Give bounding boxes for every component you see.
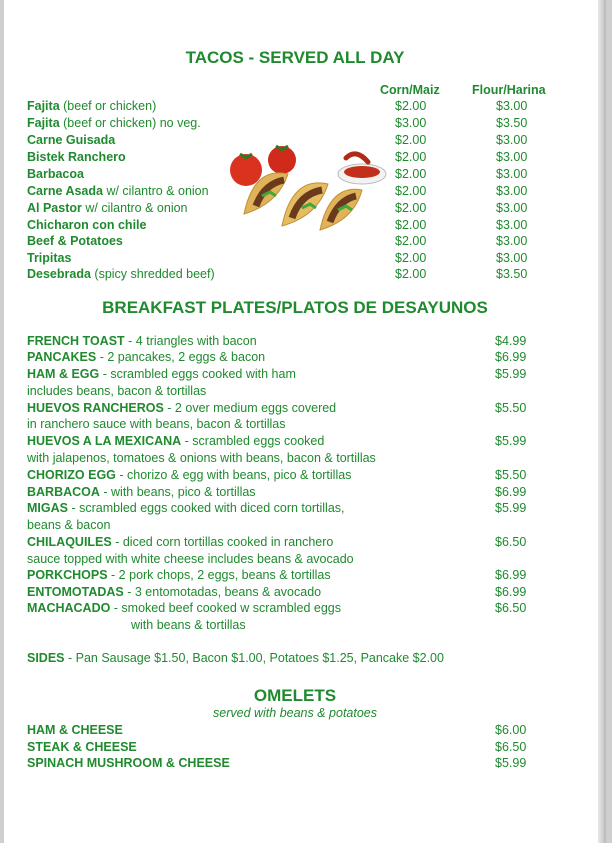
taco-item	[27, 132, 115, 148]
item-name: STEAK & CHEESE	[27, 740, 137, 754]
flour-price: $3.00	[496, 133, 528, 147]
omelet-item	[27, 739, 137, 755]
item-name: Chicharon con chile	[27, 218, 147, 232]
flour-price: $3.00	[496, 150, 528, 164]
item-name: CHILAQUILES	[27, 535, 112, 549]
item-price: $6.99	[495, 485, 527, 499]
item-name: Barbacoa	[27, 167, 84, 181]
taco-item	[27, 115, 201, 131]
breakfast-item	[27, 467, 351, 483]
tacos-heading: TACOS - SERVED ALL DAY	[185, 48, 405, 67]
item-price: $5.99	[495, 501, 527, 515]
item-desc: - with beans, pico & tortillas	[99, 485, 256, 499]
item-name: PORKCHOPS	[27, 568, 108, 582]
flour-price: $3.00	[496, 184, 528, 198]
item-name: MIGAS	[27, 501, 68, 515]
item-name: PANCAKES	[27, 350, 97, 364]
item-desc-cont: sauce topped with white cheese includes beans & avocado	[27, 552, 354, 566]
item-desc: - 2 pork chops, 2 eggs, beans & tortillas	[107, 568, 331, 582]
taco-item	[27, 200, 188, 216]
breakfast-item	[27, 433, 324, 449]
item-price: $6.00	[495, 723, 527, 737]
item-name: Bistek Ranchero	[27, 150, 126, 164]
item-price: $5.99	[495, 367, 527, 381]
breakfast-item	[27, 584, 321, 600]
corn-price: $3.00	[395, 116, 427, 130]
omelets-heading: OMELETS	[253, 686, 337, 705]
item-price: $6.99	[495, 585, 527, 599]
omelet-item	[27, 722, 123, 738]
sides-line	[27, 651, 444, 665]
item-price: $5.99	[495, 434, 527, 448]
taco-item	[27, 266, 215, 282]
item-name: HUEVOS RANCHEROS	[27, 401, 164, 415]
corn-price: $2.00	[395, 251, 427, 265]
flour-price: $3.50	[496, 116, 528, 130]
corn-price: $2.00	[395, 150, 427, 164]
item-price: $6.50	[495, 535, 527, 549]
item-desc-cont: beans & bacon	[27, 518, 111, 532]
flour-price: $3.00	[496, 99, 528, 113]
item-price: $5.50	[495, 401, 527, 415]
item-desc: (beef or chicken) no veg.	[59, 116, 201, 130]
item-desc-cont: in ranchero sauce with beans, bacon & tortillas	[27, 417, 286, 431]
taco-item	[27, 217, 146, 233]
breakfast-item	[27, 600, 341, 616]
item-price: $6.50	[495, 601, 527, 615]
item-desc-cont: with jalapenos, tomatoes & onions with beans, bacon & tortillas	[27, 451, 376, 465]
item-desc: w/ cilantro & onion	[81, 201, 188, 215]
taco-item	[27, 98, 156, 114]
flour-price: $3.00	[496, 167, 528, 181]
corn-price: $2.00	[395, 201, 427, 215]
item-desc-cont: includes beans, bacon & tortillas	[27, 384, 207, 398]
item-name: Desebrada	[27, 267, 91, 281]
taco-shells	[244, 173, 362, 230]
item-price: $4.99	[495, 334, 527, 348]
item-name: BARBACOA	[27, 485, 100, 499]
breakfast-item	[27, 333, 257, 349]
corn-price: $2.00	[395, 99, 427, 113]
flour-price: $3.00	[496, 251, 528, 265]
taco-item	[27, 233, 123, 249]
item-price: $5.99	[495, 756, 527, 770]
sides-text: - Pan Sausage $1.50, Bacon $1.00, Potatoes $1.25, Pancake $2.00	[64, 651, 444, 665]
breakfast-item	[27, 349, 265, 365]
corn-price: $2.00	[395, 218, 427, 232]
item-name: Fajita	[27, 99, 60, 113]
scan-edge	[598, 0, 604, 843]
omelets-subtitle: served with beans & potatoes	[213, 706, 377, 720]
item-name: SPINACH MUSHROOM & CHEESE	[27, 756, 230, 770]
flour-column-header: Flour/Harina	[472, 83, 546, 97]
item-price: $6.99	[495, 350, 527, 364]
item-desc: - scrambled eggs cooked with ham	[99, 367, 296, 381]
flour-price: $3.00	[496, 234, 528, 248]
item-name: Fajita	[27, 116, 60, 130]
item-name: HUEVOS A LA MEXICANA	[27, 434, 182, 448]
item-desc: w/ cilantro & onion	[102, 184, 209, 198]
item-name: Carne Guisada	[27, 133, 116, 147]
item-name: Al Pastor	[27, 201, 82, 215]
item-name: FRENCH TOAST	[27, 334, 125, 348]
breakfast-item	[27, 500, 345, 516]
taco-item	[27, 183, 209, 199]
breakfast-item	[27, 484, 256, 500]
item-desc: (spicy shredded beef)	[90, 267, 215, 281]
item-name: Carne Asada	[27, 184, 103, 198]
corn-column-header: Corn/Maiz	[380, 83, 440, 97]
item-name: ENTOMOTADAS	[27, 585, 124, 599]
tacos-salsa-illustration	[226, 144, 392, 234]
omelet-item	[27, 755, 230, 771]
item-desc: - smoked beef cooked w scrambled eggs	[110, 601, 341, 615]
item-desc: - 4 triangles with bacon	[124, 334, 257, 348]
item-desc: - 3 entomotadas, beans & avocado	[123, 585, 322, 599]
taco-item	[27, 149, 126, 165]
breakfast-item	[27, 366, 296, 382]
breakfast-item	[27, 400, 336, 416]
corn-price: $2.00	[395, 133, 427, 147]
sides-label: SIDES	[27, 651, 65, 665]
breakfast-heading: BREAKFAST PLATES/PLATOS DE DESAYUNOS	[102, 298, 488, 317]
item-name: MACHACADO	[27, 601, 111, 615]
flour-price: $3.00	[496, 201, 528, 215]
item-name: Tripitas	[27, 251, 72, 265]
item-name: CHORIZO EGG	[27, 468, 116, 482]
item-name: HAM & CHEESE	[27, 723, 123, 737]
item-desc: - scrambled eggs cooked	[181, 434, 325, 448]
corn-price: $2.00	[395, 267, 427, 281]
item-desc: - chorizo & egg with beans, pico & tortillas	[115, 468, 352, 482]
taco-item	[27, 166, 84, 182]
item-price: $6.50	[495, 740, 527, 754]
item-desc: - 2 pancakes, 2 eggs & bacon	[96, 350, 266, 364]
flour-price: $3.00	[496, 218, 528, 232]
item-name: HAM & EGG	[27, 367, 100, 381]
corn-price: $2.00	[395, 184, 427, 198]
corn-price: $2.00	[395, 234, 427, 248]
taco-item	[27, 250, 71, 266]
breakfast-item	[27, 567, 331, 583]
item-price: $5.50	[495, 468, 527, 482]
item-desc: - 2 over medium eggs covered	[163, 401, 337, 415]
flour-price: $3.50	[496, 267, 528, 281]
item-desc: (beef or chicken)	[59, 99, 157, 113]
breakfast-item	[27, 534, 333, 550]
item-price: $6.99	[495, 568, 527, 582]
item-desc-cont: with beans & tortillas	[131, 618, 246, 632]
menu-page	[4, 0, 606, 843]
item-name: Beef & Potatoes	[27, 234, 123, 248]
corn-price: $2.00	[395, 167, 427, 181]
item-desc: - diced corn tortillas cooked in ranchero	[111, 535, 334, 549]
item-desc: - scrambled eggs cooked with diced corn tortillas,	[67, 501, 345, 515]
